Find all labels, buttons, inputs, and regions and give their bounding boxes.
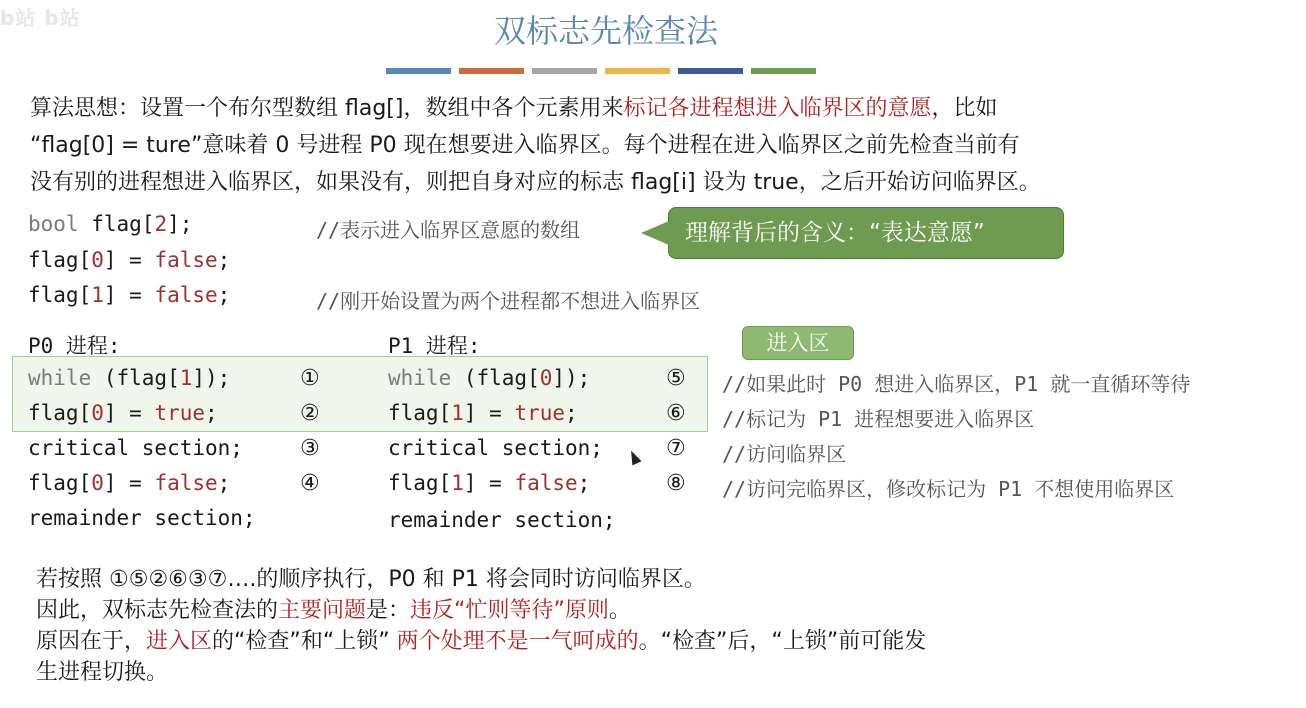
code-number: 0 [91, 471, 104, 495]
desc-line-3: 没有别的进程想进入临界区，如果没有，则把自身对应的标志 flag[i] 设为 true，之后开始访问临界区。 [30, 170, 1041, 195]
step-number: ③ [300, 436, 320, 461]
conclusion-text: 的“检查”和“上锁” [212, 629, 397, 654]
step-number: ⑦ [666, 436, 686, 461]
code-text: flag[ [388, 471, 452, 495]
code-text: ] = [463, 471, 515, 495]
conclusion-highlight: 主要问题 [278, 598, 367, 623]
mouse-cursor-icon [627, 449, 642, 466]
comment-step-7: //访问临界区 [722, 442, 847, 466]
conclusion-text: 因此，双标志先检查法的 [36, 598, 279, 623]
code-text: ; [577, 471, 591, 495]
conclusion-highlight: 违反“忙则等待”原则 [410, 598, 609, 623]
conclusion-line-3 [36, 626, 1276, 657]
code-value: false [514, 471, 578, 495]
color-swatch [459, 68, 524, 74]
code-value: true [154, 401, 206, 425]
conclusion-text: 。“检查”后，“上锁”前可能发 [638, 629, 927, 654]
keyword: while [28, 366, 92, 390]
decl-comment-1: //表示进入临界区意愿的数组 [316, 218, 581, 242]
desc-text: ，比如 [931, 96, 998, 121]
keyword: while [388, 366, 452, 390]
conclusion [36, 564, 1276, 688]
color-bar [386, 68, 816, 74]
color-swatch [678, 68, 743, 74]
color-swatch [386, 68, 451, 74]
p1-set-line [388, 401, 578, 425]
code-text: (flag[ [91, 366, 180, 390]
color-swatch [532, 68, 597, 74]
desc-highlight: 标记各进程想进入临界区的意愿 [623, 96, 932, 121]
desc-line-2: “flag[0] = ture”意味着 0 号进程 P0 现在想要进入临界区。每个进程在进入临界区之前先检查当前有 [30, 133, 1020, 158]
code-value: false [154, 471, 218, 495]
page-title: 双标志先检查法 [493, 12, 718, 50]
code-number: 1 [451, 401, 464, 425]
code-number: 1 [451, 471, 464, 495]
conclusion-text: 原因在于， [36, 629, 147, 654]
watermark-logo: b站 b站 [0, 6, 81, 30]
code-number: 1 [179, 366, 193, 390]
code-text: ] = [103, 283, 155, 307]
p1-reset-line [388, 471, 590, 495]
code-text: ; [217, 283, 231, 307]
decl-line-1 [28, 212, 192, 236]
conclusion-line-1: 若按照 ①⑤②⑥③⑦….的顺序执行，P0 和 P1 将会同时访问临界区。 [36, 567, 706, 592]
algorithm-description [30, 90, 1280, 201]
step-number: ⑧ [666, 471, 686, 496]
code-value: true [514, 401, 566, 425]
p0-remainder-line: remainder section; [28, 506, 256, 530]
code-text: ] = [103, 401, 155, 425]
step-number: ⑥ [666, 401, 686, 426]
code-number: 0 [91, 401, 104, 425]
code-number: 0 [539, 366, 553, 390]
comment-step-5: //如果此时 P0 想进入临界区，P1 就一直循环等待 [722, 372, 1191, 396]
comment-step-8: //访问完临界区，修改标记为 P1 不想使用临界区 [722, 477, 1175, 501]
p1-critical-line: critical section; [388, 436, 603, 460]
p0-while-line [28, 366, 230, 390]
code-text: ; [217, 471, 231, 495]
code-text: flag[ [388, 401, 452, 425]
code-text: ]); [552, 366, 591, 390]
code-text: ] = [103, 248, 155, 272]
entry-section-label: 进入区 [742, 326, 854, 360]
conclusion-text: 。 [608, 598, 631, 623]
desc-line-1 [30, 90, 1280, 127]
step-number: ⑤ [666, 366, 686, 391]
keyword: bool [28, 212, 79, 236]
code-text: ; [565, 401, 578, 425]
code-text: ; [205, 401, 218, 425]
code-text: flag[ [28, 283, 92, 307]
code-number: 2 [154, 212, 168, 236]
conclusion-line-4: 生进程切换。 [36, 660, 169, 685]
decl-line-2 [28, 248, 230, 272]
code-text: (flag[ [451, 366, 540, 390]
conclusion-highlight: 进入区 [146, 629, 213, 654]
desc-text: 算法思想：设置一个布尔型数组 flag[]，数组中各个元素用来 [30, 96, 624, 121]
p0-set-line [28, 401, 218, 425]
meaning-callout: 理解背后的含义：“表达意愿” [668, 207, 1064, 259]
code-number: 1 [91, 283, 104, 307]
p0-header: P0 进程: [28, 334, 121, 358]
code-text: ]; [167, 212, 193, 236]
p1-remainder-line: remainder section; [388, 508, 616, 532]
code-text: flag[ [28, 401, 92, 425]
step-number: ② [300, 401, 320, 426]
p0-critical-line: critical section; [28, 436, 243, 460]
code-text: flag[ [28, 471, 92, 495]
p1-while-line [388, 366, 590, 390]
comment-step-6: //标记为 P1 进程想要进入临界区 [722, 407, 1035, 431]
conclusion-text: 是： [366, 598, 411, 623]
code-text: flag[ [78, 212, 155, 236]
color-swatch [605, 68, 670, 74]
code-value: false [154, 248, 218, 272]
code-value: false [154, 283, 218, 307]
color-swatch [751, 68, 816, 74]
step-number: ④ [300, 471, 320, 496]
p1-header: P1 进程: [388, 334, 481, 358]
decl-comment-3: //刚开始设置为两个进程都不想进入临界区 [316, 289, 701, 313]
code-text: flag[ [28, 248, 92, 272]
code-text: ] = [103, 471, 155, 495]
code-text: ] = [463, 401, 515, 425]
decl-line-3 [28, 283, 230, 307]
conclusion-line-2 [36, 595, 1276, 626]
step-number: ① [300, 366, 320, 391]
code-text: ]); [192, 366, 231, 390]
p0-reset-line [28, 471, 230, 495]
code-number: 0 [91, 248, 104, 272]
conclusion-highlight: 两个处理不是一气呵成的 [396, 629, 639, 654]
code-text: ; [217, 248, 231, 272]
